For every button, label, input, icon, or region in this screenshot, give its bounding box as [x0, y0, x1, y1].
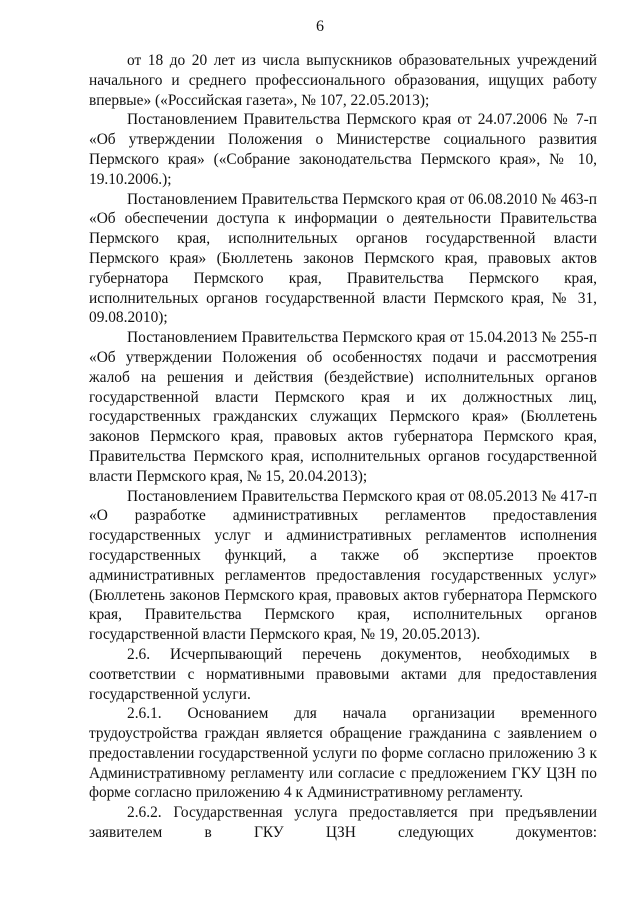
paragraph-continuation: от 18 до 20 лет из числа выпускников образовательных учреждений начального и среднего профессионального образования, ищущих работу впервые» («Российская газета», № 107, 22.05.2013);	[89, 52, 597, 109]
paragraph-section-2-6: 2.6. Исчерпывающий перечень документов, необходимых в соответствии с нормативными правовыми актами для предоставления государственной услуги.	[89, 645, 597, 703]
paragraph-resolution-463-p: Постановлением Правительства Пермского края от 06.08.2010 № 463-п «Об обеспечении доступа к информации о деятельности Правительства Пермского края, исполнительных органов государственной власти Пермского края» (Бюллетень законов Пермского края, правовых актов губернатора Пермского края, Правительства Пермского края, исполнительных органов государственной власти Пермского края, № 31, 09.08.2010);	[89, 190, 597, 327]
document-body	[89, 51, 597, 843]
page-number: 6	[316, 18, 324, 35]
paragraph-resolution-417-p: Постановлением Правительства Пермского края от 08.05.2013 № 417-п «О разработке административных регламентов предоставления государственных услуг и административных регламентов исполнения государственных функций, а также об экспертизе проектов административных регламентов предоставления государственных услуг» (Бюллетень законов Пермского края, правовых актов губернатора Пермского края, Правительства Пермского края, исполнительных органов государственной власти Пермского края, № 19, 20.05.2013).	[89, 487, 597, 644]
paragraph-resolution-7-p: Постановлением Правительства Пермского края от 24.07.2006 № 7-п «Об утверждении Положения о Министерстве социального развития Пермского края» («Собрание законодательства Пермского края», № 10, 19.10.2006.);	[89, 111, 597, 188]
paragraph-section-2-6-1: 2.6.1. Основанием для начала организации временного трудоустройства граждан является обращение гражданина с заявлением о предоставлении государственной услуги по форме согласно приложению 3 к Административному регламенту или согласие с предложением ГКУ ЦЗН по форме согласно приложению 4 к Административному регламенту.	[89, 705, 597, 802]
paragraph-resolution-255-p: Постановлением Правительства Пермского края от 15.04.2013 № 255-п «Об утверждении Положения об особенностях подачи и рассмотрения жалоб на решения и действия (бездействие) исполнительных органов государственной власти Пермского края и их должностных лиц, государственных гражданских служащих Пермского края» (Бюллетень законов Пермского края, правовых актов губернатора Пермского края, Правительства Пермского края, исполнительных органов государственной власти Пермского края, № 15, 20.04.2013);	[89, 329, 597, 485]
paragraph-section-2-6-2: 2.6.2. Государственная услуга предоставляется при предъявлении заявителем в ГКУ ЦЗН следующих документов:	[89, 804, 597, 842]
